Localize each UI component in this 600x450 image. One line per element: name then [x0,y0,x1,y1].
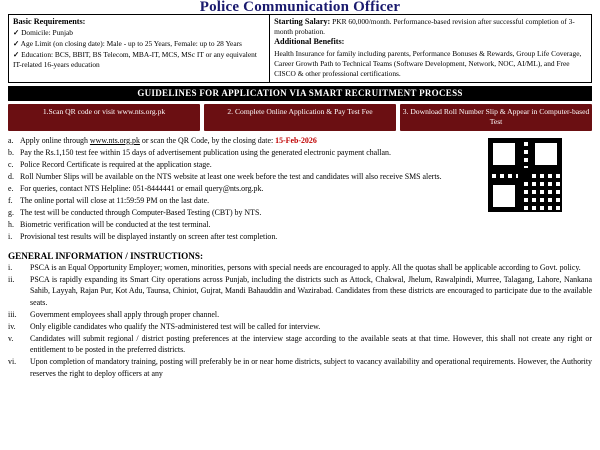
item-label: ii. [8,274,15,284]
item-label: iv. [8,321,16,331]
item-label: a. [8,135,14,145]
check-icon: ✓ [13,49,20,59]
general-information-heading: GENERAL INFORMATION / INSTRUCTIONS: [8,250,204,261]
list-item [8,159,458,171]
list-item [8,195,458,207]
list-item [8,219,458,231]
basic-requirement-item [13,50,265,70]
item-text: PSCA is rapidly expanding its Smart City operations across Punjab, including the districts such as Attock, Chakwal, Jhelum, Rawalpindi, Murree, Talagang, Lahore, Nankana Sahib, Layyah, Rajan Pur, Kot Adu, Taunsa, Chiniot, Gujrat, Mandi Bahauddin and Wazirabad. Candidates from these districts are encouraged to participate due to the available seats. [30,274,592,307]
list-item [8,309,592,321]
item-text: Upon completion of mandatory training, posting will preferably be in or near home districts, subject to vacancy availability and operational requirements. However, the Authority reserves the right to deploy officers at any [30,357,592,378]
item-text-pre: Apply online through [20,135,90,145]
basic-requirement-item [13,28,265,38]
check-icon: ✓ [13,28,20,38]
item-label: i. [8,232,13,242]
item-text: Roll Number Slips will be available on the NTS website at least one week before the test and candidates will also receive SMS alerts. [20,172,442,181]
item-label: g. [8,208,14,218]
list-item [8,356,592,379]
list-item [8,262,592,274]
additional-benefits-text: Health Insurance for family including parents, Performance Bonuses & Rewards, Group Life Coverage, Career Growth Path to Technical Teams (Software Development, Network, NOC, AI/ML), and Free CISCO & other professional certifications. [274,48,582,79]
item-label: h. [8,220,14,230]
item-text: Pay the Rs.1,150 test fee within 15 days of advertisement publication using the generated electronic payment challan. [20,147,391,157]
check-icon: ✓ [13,38,20,48]
qr-code[interactable] [487,137,563,213]
item-label: e. [8,184,14,194]
basic-requirements-heading: Basic Requirements: [13,17,86,26]
page-title: Police Communication Officer [199,0,401,13]
item-label: vi. [8,357,17,367]
additional-benefits-label: Additional Benefits: [274,37,345,47]
item-label: b. [8,147,14,157]
application-steps-section [8,135,592,244]
item-label: c. [8,159,14,169]
item-text: Provisional test results will be displayed instantly on screen after test completion. [20,232,278,242]
qr-center-block [518,168,532,182]
list-item [8,147,458,159]
salary-benefits-column [270,15,591,82]
qr-code-area [458,135,592,244]
basic-requirement-text: Education: BCS, BBIT, BS Telecom, MBA-IT, MCS, MSc IT or any equivalent IT-related 16-years education [13,49,257,69]
qr-finder-bottom-left [488,180,520,212]
item-text: Police Record Certificate is required at the application stage. [20,159,212,169]
item-label: d. [8,172,14,181]
list-item [8,274,592,309]
item-text-mid: or scan the QR Code, by the closing date: [139,135,276,145]
item-label: f. [8,196,13,206]
step-download-roll-slip: 3. Download Roll Number Slip & Appear in Computer-based Test [400,104,592,131]
basic-requirement-text: Age Limit (on closing date): Male - up to 25 Years, Female: up to 28 Years [20,38,242,48]
application-steps-list [8,135,458,244]
list-item [8,231,458,243]
general-information-list [8,262,592,380]
closing-date: 15-Feb-2026 [275,135,317,145]
guidelines-band: GUIDELINES FOR APPLICATION VIA SMART RECRUITMENT PROCESS [8,86,592,101]
item-label: iii. [8,309,17,319]
list-item [8,171,458,183]
item-text: For queries, contact NTS Helpline: 051-8444441 or email query@nts.org.pk. [20,184,264,194]
basic-requirements-column [9,15,270,82]
item-text: Candidates will submit regional / district posting preferences at the interview stage according to the available seats at that time. However, this shall not create any right or entitlement to be posted in the preferred districts. [30,333,592,355]
item-text: The test will be conducted through Computer-Based Testing (CBT) by NTS. [20,208,262,218]
starting-salary-label: Starting Salary: [274,17,331,26]
nts-website-link[interactable]: www.nts.org.pk [89,135,140,145]
item-text: Biometric verification will be conducted at the test terminal. [20,220,211,230]
step-scan-qr: 1.Scan QR code or visit www.nts.org.pk [8,104,200,131]
list-item [8,183,458,195]
list-item [8,135,458,147]
item-text: PSCA is an Equal Opportunity Employer; women, minorities, persons with special needs are encouraged to apply. All the quotas shall be applicable according to Govt. policy. [30,262,581,272]
item-text [20,135,458,147]
requirements-box [8,14,592,83]
item-text: The online portal will close at 11:59:59 PM on the last date. [20,196,210,206]
list-item [8,321,592,333]
list-item [8,207,458,219]
item-label: i. [8,262,13,272]
item-label: v. [8,333,14,343]
item-text: Government employees shall apply through proper channel. [30,309,220,319]
step-complete-application: 2. Complete Online Application & Pay Test Fee [204,104,396,131]
steps-row [8,104,592,131]
item-text: Only eligible candidates who qualify the NTS-administered test will be called for interview. [30,321,321,331]
starting-salary-line [274,17,587,37]
starting-salary-text: PKR 60,000/month. Performance-based revision after successful completion of 3-month probation. [274,17,575,37]
basic-requirement-text: Domicile: Punjab [21,28,73,38]
list-item [8,333,592,356]
basic-requirement-item [13,39,265,49]
